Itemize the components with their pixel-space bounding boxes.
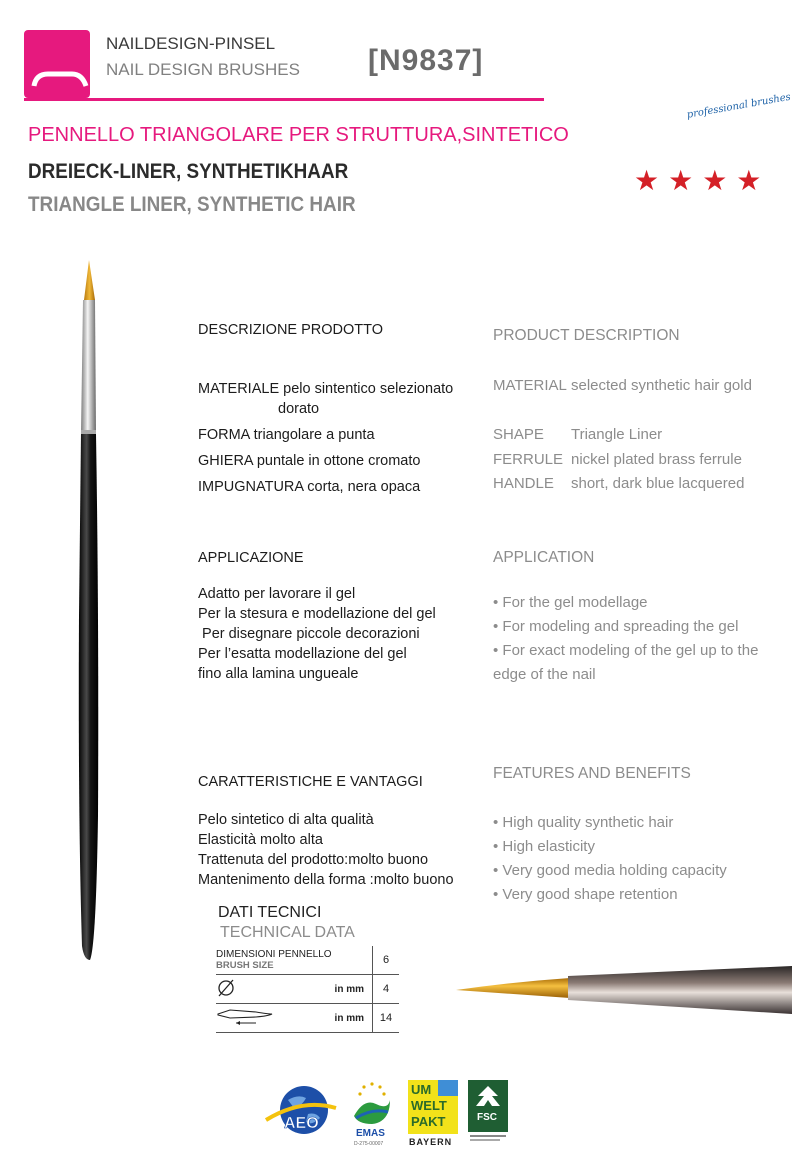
en-material-value: selected synthetic hair gold xyxy=(571,377,752,394)
tech-heading-en: TECHNICAL DATA xyxy=(220,924,355,941)
en-features-list xyxy=(493,811,727,907)
it-features-list xyxy=(198,810,454,890)
list-item: Per disegnare piccole decorazioni xyxy=(198,626,420,642)
it-material-cont: dorato xyxy=(278,401,320,417)
header-divider xyxy=(24,98,544,101)
emas-logo xyxy=(346,1078,398,1148)
umwelt-text-1: UM xyxy=(411,1082,432,1097)
brush-size-value: 6 xyxy=(373,946,400,975)
brand-logo xyxy=(24,30,90,98)
en-shape-key: SHAPE xyxy=(493,426,544,443)
list-item: • Very good media holding capacity xyxy=(493,862,727,879)
umwelt-text-2: WELT xyxy=(411,1098,447,1113)
list-item: Trattenuta del prodotto:molto buono xyxy=(198,852,429,868)
aeo-logo xyxy=(262,1078,340,1148)
title-english: TRIANGLE LINER, SYNTHETIC HAIR xyxy=(28,193,356,216)
table-row xyxy=(216,975,399,1004)
it-features-heading: CARATTERISTICHE E VANTAGGI xyxy=(198,774,423,790)
list-item: • For exact modeling of the gel up to the xyxy=(493,642,759,659)
en-application-heading: APPLICATION xyxy=(493,549,595,566)
en-description-heading: PRODUCT DESCRIPTION xyxy=(493,327,680,344)
en-handle-value: short, dark blue lacquered xyxy=(571,475,745,492)
umwelt-text-3: PAKT xyxy=(411,1114,446,1129)
brush-size-label xyxy=(216,946,373,975)
list-item: Pelo sintetico di alta qualità xyxy=(198,812,374,828)
list-item: Elasticità molto alta xyxy=(198,832,323,848)
list-item: Adatto per lavorare il gel xyxy=(198,586,356,602)
en-shape xyxy=(493,423,662,447)
emas-text: EMAS xyxy=(356,1128,385,1139)
tagline: professional brushes xyxy=(686,91,792,121)
en-shape-value: Triangle Liner xyxy=(571,426,663,443)
list-item: Mantenimento della forma :molto buono xyxy=(198,872,454,888)
header-title-de: NAILDESIGN-PINSEL xyxy=(106,34,276,53)
list-item: • High elasticity xyxy=(493,838,595,855)
en-handle-key: HANDLE xyxy=(493,475,554,492)
it-ferrule: GHIERA puntale in ottone cromato xyxy=(198,453,421,469)
list-item: • For modeling and spreading the gel xyxy=(493,618,739,635)
en-ferrule-key: FERRULE xyxy=(493,451,564,468)
emas-sub: D-275-00007 xyxy=(354,1141,384,1147)
list-item: • For the gel modellage xyxy=(493,594,648,611)
list-item: fino alla lamina ungueale xyxy=(198,666,359,682)
fsc-logo xyxy=(468,1080,508,1146)
brush-size-label-en: BRUSH SIZE xyxy=(216,960,274,971)
title-italian: PENNELLO TRIANGOLARE PER STRUTTURA,SINTETICO xyxy=(28,124,569,146)
en-material xyxy=(493,374,752,398)
diameter-value: 4 xyxy=(373,975,400,1004)
length-unit: in mm xyxy=(316,1004,373,1033)
tech-table xyxy=(216,946,399,1033)
table-row xyxy=(216,946,399,975)
tech-heading-it: DATI TECNICI xyxy=(218,904,322,921)
list-item: • Very good shape retention xyxy=(493,886,678,903)
it-description-heading: DESCRIZIONE PRODOTTO xyxy=(198,322,384,338)
table-row xyxy=(216,1004,399,1033)
aeo-text: AEO xyxy=(284,1115,319,1132)
en-features-heading: FEATURES AND BENEFITS xyxy=(493,765,691,782)
en-material-key: MATERIAL xyxy=(493,377,567,394)
it-shape: FORMA triangolare a punta xyxy=(198,427,375,443)
diameter-icon xyxy=(216,975,316,1004)
list-item: edge of the nail xyxy=(493,666,596,683)
en-handle xyxy=(493,472,744,496)
umwelt-text-4: BAYERN xyxy=(409,1137,453,1147)
product-code: [N9837] xyxy=(368,44,484,77)
list-item: Per l’esatta modellazione del gel xyxy=(198,646,407,662)
list-item: • High quality synthetic hair xyxy=(493,814,674,831)
certification-logos xyxy=(262,1078,522,1148)
en-ferrule-value: nickel plated brass ferrule xyxy=(571,451,742,468)
list-item: Per la stesura e modellazione del gel xyxy=(198,606,436,622)
title-german: DREIECK-LINER, SYNTHETIKHAAR xyxy=(28,160,349,183)
fsc-text: FSC xyxy=(477,1112,497,1123)
it-application-list xyxy=(198,584,436,684)
it-handle: IMPUGNATURA corta, nera opaca xyxy=(198,479,421,495)
en-ferrule xyxy=(493,448,742,472)
umweltpakt-logo xyxy=(408,1080,458,1148)
it-application-heading: APPLICAZIONE xyxy=(198,550,304,566)
star-rating: ★★★★ xyxy=(634,165,771,196)
brush-image xyxy=(62,256,122,966)
brush-size-label-it: DIMENSIONI PENNELLO xyxy=(216,949,332,960)
diameter-unit: in mm xyxy=(316,975,373,1004)
brush-closeup-image xyxy=(452,962,792,1022)
it-material: MATERIALE pelo sintentico selezionato xyxy=(198,381,454,397)
hair-length-icon xyxy=(216,1004,316,1033)
length-value: 14 xyxy=(373,1004,400,1033)
en-application-list xyxy=(493,591,758,687)
header-title-en: NAIL DESIGN BRUSHES xyxy=(106,60,300,79)
